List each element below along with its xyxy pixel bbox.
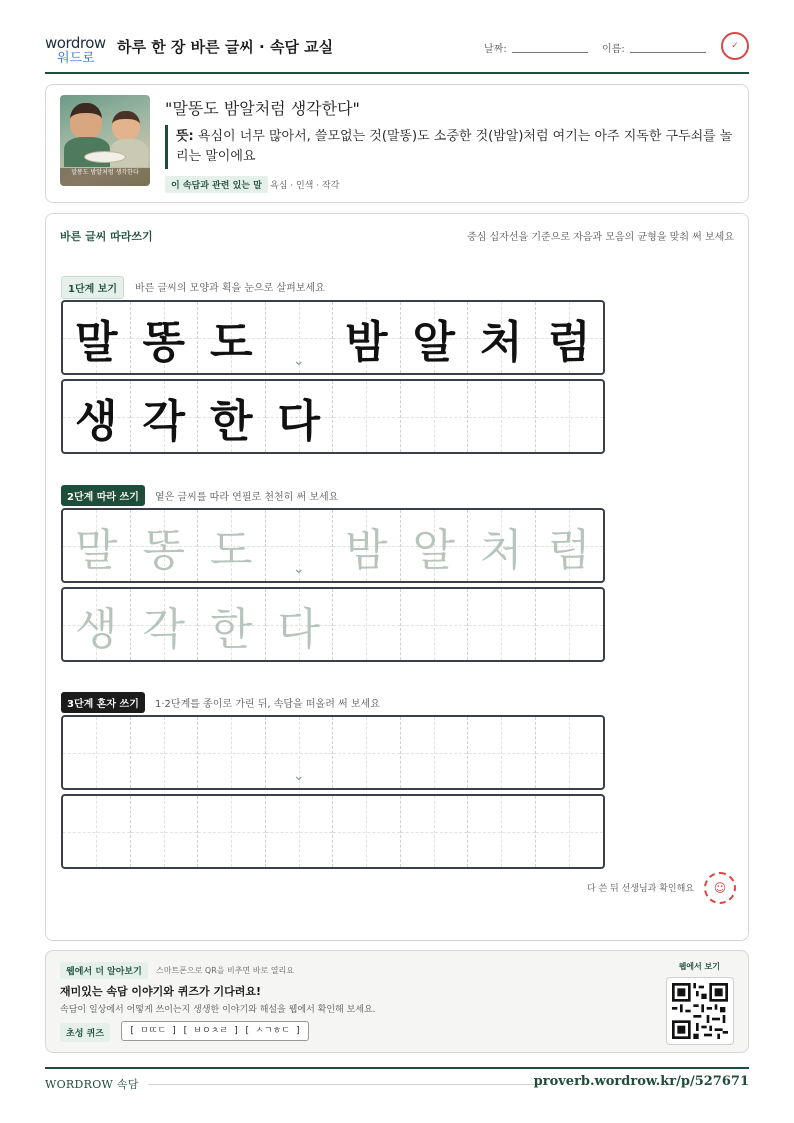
qr-code-icon[interactable] <box>666 977 734 1045</box>
grid-cell[interactable] <box>333 510 401 581</box>
grid-cell[interactable] <box>401 589 469 660</box>
step3-hint: 1·2단계를 종이로 가린 뒤, 속담을 떠올려 써 보세요 <box>155 699 380 710</box>
grid-cell[interactable] <box>266 796 334 867</box>
step2-row-1[interactable] <box>61 508 605 583</box>
grid-cell[interactable] <box>333 796 401 867</box>
proverb-illustration <box>60 95 150 186</box>
grid-cell <box>401 302 469 373</box>
initial-consonant-quiz: [ ㅁㄸㄷ ] [ ㅂㅇㅊㄹ ] [ ㅅㄱㅎㄷ ] <box>121 1021 309 1041</box>
step2-hint: 옅은 글씨를 따라 연필로 천천히 써 보세요 <box>155 492 339 503</box>
model-character: 말 <box>74 316 118 368</box>
grid-cell <box>536 302 604 373</box>
footer-url[interactable]: proverb.wordrow.kr/p/527671 <box>533 1074 749 1089</box>
grid-cell <box>468 302 536 373</box>
teacher-stamp-icon: ☺ <box>704 872 736 904</box>
footer-divider <box>45 1067 749 1069</box>
grid-cell[interactable] <box>536 796 604 867</box>
trace-character: 다 <box>277 603 320 655</box>
step1-badge: 1단계 보기 <box>61 276 124 299</box>
proverb-title: "말똥도 밤알처럼 생각한다" <box>165 99 360 118</box>
trace-character: 처 <box>479 524 523 576</box>
practice-hint: 중심 십자선을 기준으로 자음과 모음의 균형을 맞춰 써 보세요 <box>467 232 734 243</box>
grid-cell[interactable] <box>468 589 536 660</box>
grid-cell[interactable] <box>468 796 536 867</box>
qr-label: 웹에서 보기 <box>678 962 720 971</box>
grid-cell <box>63 302 131 373</box>
grid-cell <box>131 381 199 452</box>
grid-cell[interactable] <box>536 717 604 788</box>
model-character: 생 <box>74 395 118 447</box>
trace-character: 말 <box>74 524 118 576</box>
proverb-card <box>45 84 749 203</box>
grid-cell[interactable] <box>468 510 536 581</box>
web-tag-hint: 스마트폰으로 QR을 비추면 바로 열리요 <box>156 966 294 975</box>
step3-row-2[interactable] <box>61 794 605 869</box>
web-more-section <box>45 950 749 1053</box>
model-character: 다 <box>277 395 320 447</box>
grid-cell <box>401 381 469 452</box>
name-label: 이름: <box>602 44 625 55</box>
grid-cell[interactable] <box>131 796 199 867</box>
space-mark-icon: ⌄ <box>292 768 305 784</box>
grid-cell[interactable] <box>198 796 266 867</box>
proverb-meaning <box>176 127 742 167</box>
space-mark-icon: ⌄ <box>292 561 305 577</box>
grid-cell[interactable] <box>333 717 401 788</box>
wordrow-logo <box>45 34 107 64</box>
trace-character: 한 <box>209 603 253 655</box>
grid-cell[interactable] <box>131 510 199 581</box>
name-field[interactable] <box>630 52 706 53</box>
trace-character: 생 <box>74 603 118 655</box>
grid-cell <box>266 302 334 373</box>
grid-cell[interactable] <box>266 589 334 660</box>
meaning-label: 뜻: <box>176 129 194 144</box>
trace-character: 도 <box>209 524 253 576</box>
grid-cell[interactable] <box>131 717 199 788</box>
date-label: 날짜: <box>484 44 507 55</box>
space-mark-icon: ⌄ <box>292 353 305 369</box>
step3-badge: 3단계 혼자 쓰기 <box>61 692 145 713</box>
model-character: 알 <box>412 316 455 368</box>
meaning-text: 욕심이 너무 많아서, 쓸모없는 것(말똥)도 소중한 것(밤알)처럼 여기는 아주 지독한 구두쇠를 놀리는 말이에요 <box>176 129 733 164</box>
grid-cell <box>198 302 266 373</box>
model-character: 처 <box>479 316 523 368</box>
grid-cell <box>63 381 131 452</box>
logo-subtext: 워드로 <box>57 51 95 66</box>
grid-cell[interactable] <box>63 589 131 660</box>
illustration-caption: 말똥도 밤알처럼 생각한다 <box>60 168 150 186</box>
check-stamp-icon: ✓ <box>721 32 749 60</box>
step2-row-2[interactable] <box>61 587 605 662</box>
grid-cell[interactable] <box>401 510 469 581</box>
trace-character: 각 <box>142 603 185 655</box>
web-description: 속담이 일상에서 어떻게 쓰이는지 생생한 이야기와 해설을 웹에서 확인해 보세요. <box>60 1005 376 1015</box>
web-title: 재미있는 속담 이야기와 퀴즈가 기다려요! <box>60 985 261 998</box>
page-header <box>45 30 749 74</box>
grid-cell[interactable] <box>266 717 334 788</box>
grid-cell <box>536 381 604 452</box>
logo-text: wordrow <box>45 34 106 52</box>
model-character: 각 <box>142 395 185 447</box>
grid-cell[interactable] <box>536 589 604 660</box>
grid-cell[interactable] <box>266 510 334 581</box>
related-words: 욕심 · 인색 · 작각 <box>270 181 340 191</box>
step3-row-1[interactable] <box>61 715 605 790</box>
qr-code-graphic <box>672 983 728 1039</box>
grid-cell[interactable] <box>401 796 469 867</box>
related-words-tag: 이 속담과 관련 있는 말 <box>165 176 268 193</box>
model-character: 한 <box>209 395 253 447</box>
practice-title: 바른 글씨 따라쓰기 <box>60 230 153 243</box>
grid-cell <box>131 302 199 373</box>
grid-cell[interactable] <box>198 510 266 581</box>
model-character: 똥 <box>142 316 185 368</box>
model-character: 밤 <box>344 316 388 368</box>
step2-badge: 2단계 따라 쓰기 <box>61 485 145 506</box>
teacher-check-text: 다 쓴 뒤 선생님과 확인해요 <box>586 884 694 894</box>
step1-row-2 <box>61 379 605 454</box>
grid-cell[interactable] <box>131 589 199 660</box>
model-character: 도 <box>209 316 253 368</box>
grid-cell[interactable] <box>63 796 131 867</box>
footer-rule <box>148 1084 544 1085</box>
grid-cell <box>333 302 401 373</box>
web-tag: 웹에서 더 알아보기 <box>60 962 148 979</box>
grid-cell[interactable] <box>63 510 131 581</box>
footer-brand: WORDROW 속담 <box>45 1078 139 1091</box>
step1-hint: 바른 글씨의 모양과 획을 눈으로 살펴보세요 <box>135 283 325 294</box>
grid-cell[interactable] <box>401 717 469 788</box>
grid-cell[interactable] <box>468 717 536 788</box>
grid-cell[interactable] <box>333 589 401 660</box>
trace-character: 럼 <box>547 524 591 576</box>
step1-row-1 <box>61 300 605 375</box>
grid-cell[interactable] <box>536 510 604 581</box>
date-field[interactable] <box>512 52 588 53</box>
trace-character: 알 <box>412 524 455 576</box>
grid-cell <box>468 381 536 452</box>
grid-cell[interactable] <box>198 717 266 788</box>
grid-cell[interactable] <box>198 589 266 660</box>
grid-cell <box>198 381 266 452</box>
meaning-accent-bar <box>165 125 168 169</box>
grid-cell[interactable] <box>63 717 131 788</box>
page-title: 하루 한 장 바른 글씨 · 속담 교실 <box>117 38 334 56</box>
trace-character: 밤 <box>344 524 388 576</box>
writing-practice-section <box>45 213 749 941</box>
model-character: 럼 <box>547 316 591 368</box>
quiz-label: 초성 퀴즈 <box>60 1023 110 1042</box>
grid-cell <box>333 381 401 452</box>
grid-cell <box>266 381 334 452</box>
trace-character: 똥 <box>142 524 185 576</box>
